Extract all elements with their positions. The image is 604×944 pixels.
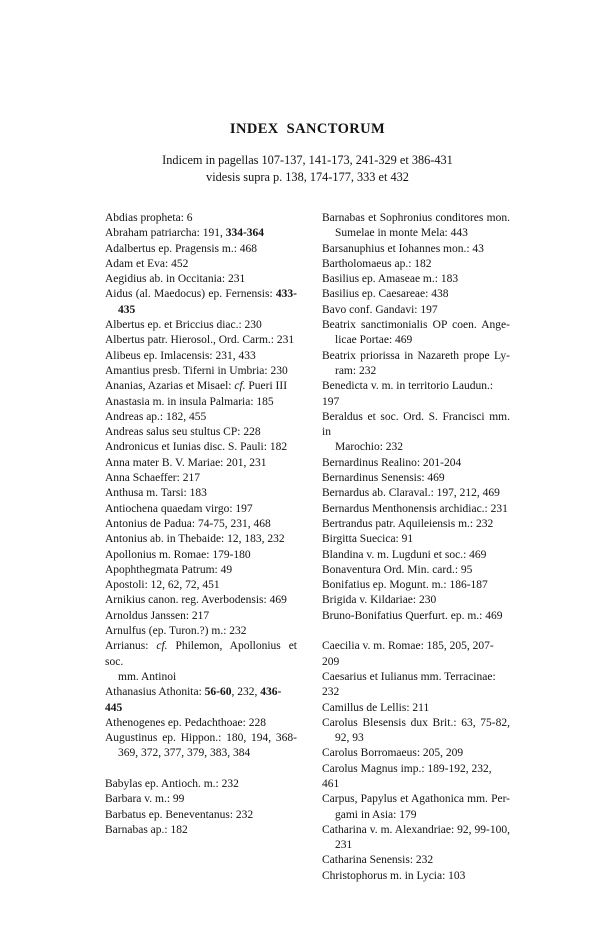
index-entry	[322, 318, 510, 349]
index-entry	[105, 685, 297, 716]
entry-text: Basilius ep. Caesareae: 438	[322, 288, 449, 301]
entry-text: Apophthegmata Patrum: 49	[105, 563, 233, 576]
index-entry	[322, 211, 510, 242]
entry-text: Barbara v. m.: 99	[105, 793, 185, 806]
entry-text: Bavo conf. Gandavi: 197	[322, 303, 438, 316]
entry-text: Marochio: 232	[335, 441, 404, 454]
entry-line	[322, 578, 510, 593]
entry-line	[322, 517, 510, 532]
entry-line	[105, 746, 297, 761]
index-entry	[322, 349, 510, 380]
index-entry	[322, 762, 510, 793]
index-entry	[105, 410, 297, 425]
entry-line	[322, 762, 510, 793]
entry-text: Carolus Borromaeus: 205, 209	[322, 747, 464, 760]
entry-text: 334-364	[225, 227, 265, 240]
entry-text: Amantius presb. Tiferni in Umbria: 230	[105, 364, 288, 377]
entry-text: Anthusa m. Tarsi: 183	[105, 487, 207, 500]
entry-text: Bruno-Bonifatius Querfurt. ep. m.: 469	[322, 609, 503, 622]
index-entry	[105, 517, 297, 532]
entry-text: licae Portae: 469	[335, 334, 413, 347]
entry-text: Athenogenes ep. Pedachthoae: 228	[105, 716, 266, 729]
entry-line	[105, 410, 297, 425]
entry-text: Albertus ep. et Briccius diac.: 230	[105, 319, 262, 332]
entry-text: Bernardinus Realino: 201-204	[322, 456, 462, 469]
entry-text: Andronicus et Iunias disc. S. Pauli: 182	[105, 441, 288, 454]
entry-text: Arnoldus Janssen: 217	[105, 609, 210, 622]
entry-text: Anastasia m. in insula Palmaria: 185	[105, 395, 274, 408]
entry-line	[105, 272, 297, 287]
index-entry	[105, 639, 297, 685]
entry-text: Beraldus et soc. Ord. S. Francisci mm. in	[322, 410, 510, 439]
entry-line	[105, 685, 297, 716]
entry-line	[322, 349, 510, 364]
entry-text: ram: 232	[335, 364, 377, 377]
entry-text: Arnikius canon. reg. Averbodensis: 469	[105, 594, 287, 607]
entry-text: , 232,	[231, 686, 261, 699]
entry-text: Bernardus Menthonensis archidiac.: 231	[322, 502, 508, 515]
entry-text: Apollonius m. Romae: 179-180	[105, 548, 251, 561]
entry-text: Pueri III	[245, 380, 288, 393]
index-entry	[105, 624, 297, 639]
index-column-right	[322, 211, 510, 884]
entry-text: 433-	[275, 288, 297, 301]
entry-line	[105, 563, 297, 578]
entry-line	[105, 303, 297, 318]
index-column-left	[105, 211, 297, 884]
entry-line	[322, 303, 510, 318]
entry-text: Camillus de Lellis: 211	[322, 701, 430, 714]
entry-line	[105, 517, 297, 532]
index-entry	[105, 823, 297, 838]
index-entry	[322, 532, 510, 547]
entry-line	[322, 486, 510, 501]
entry-text: Beatrix sanctimonialis OP coen. Ange-	[322, 319, 510, 332]
index-entry	[322, 853, 510, 868]
entry-line	[322, 272, 510, 287]
entry-line	[322, 410, 510, 441]
entry-line	[105, 242, 297, 257]
index-entry	[105, 471, 297, 486]
entry-text: Apostoli: 12, 62, 72, 451	[105, 579, 220, 592]
index-entry	[322, 639, 510, 670]
entry-text: Abraham patriarcha: 191,	[105, 227, 226, 240]
index-entry	[105, 808, 297, 823]
entry-line	[105, 593, 297, 608]
entry-line	[322, 257, 510, 272]
entry-text: mm. Antinoi	[118, 670, 177, 683]
entry-line	[105, 624, 297, 639]
index-entry	[105, 211, 297, 226]
entry-text: Benedicta v. m. in territorio Laudun.: 197	[322, 380, 494, 408]
entry-text: Bonifatius ep. Mogunt. m.: 186-187	[322, 579, 488, 592]
entry-line	[322, 792, 510, 807]
index-entry	[105, 425, 297, 440]
index-entry	[105, 318, 297, 333]
entry-line	[322, 823, 510, 838]
entry-line	[322, 701, 510, 716]
entry-line	[322, 639, 510, 670]
entry-text: Bernardus ab. Claraval.: 197, 212, 469	[322, 487, 500, 500]
page-title: INDEX SANCTORUM	[229, 121, 386, 137]
index-entry	[105, 716, 297, 731]
entry-text: Blandina v. m. Lugduni et soc.: 469	[322, 548, 487, 561]
entry-text: Barnabas ap.: 182	[105, 823, 188, 836]
index-entry	[322, 303, 510, 318]
entry-text: Catharina v. m. Alexandriae: 92, 99-100,	[322, 823, 510, 836]
entry-line	[322, 333, 510, 348]
entry-text: Antiochena quaedam virgo: 197	[105, 502, 253, 515]
entry-line	[322, 563, 510, 578]
entry-text: cf.	[234, 380, 246, 393]
index-entry	[322, 548, 510, 563]
entry-line	[322, 716, 510, 731]
index-columns	[105, 211, 510, 884]
entry-line	[105, 548, 297, 563]
entry-text: Anna Schaeffer: 217	[105, 472, 200, 485]
index-range-note-line2: videsis supra p. 138, 174-177, 333 et 432	[206, 170, 409, 185]
entry-text: Bonaventura Ord. Min. card.: 95	[322, 563, 473, 576]
entry-text: Beatrix priorissa in Nazareth prope Ly-	[322, 349, 510, 362]
entry-line	[322, 853, 510, 868]
entry-line	[105, 440, 297, 455]
index-range-note	[50, 152, 565, 186]
entry-text: Andreas salus seu stultus CP: 228	[105, 426, 261, 439]
entry-text: Adalbertus ep. Pragensis m.: 468	[105, 242, 258, 255]
entry-text: Antonius de Padua: 74-75, 231, 468	[105, 517, 271, 530]
entry-line	[105, 777, 297, 792]
index-entry	[105, 502, 297, 517]
entry-text: Anna mater B. V. Mariae: 201, 231	[105, 456, 267, 469]
index-entry	[105, 456, 297, 471]
entry-text: Catharina Senensis: 232	[322, 854, 434, 867]
index-entry	[105, 486, 297, 501]
entry-text: Andreas ap.: 182, 455	[105, 410, 207, 423]
entry-text: 436-445	[105, 686, 282, 714]
entry-line	[105, 670, 297, 685]
entry-line	[105, 808, 297, 823]
entry-line	[322, 808, 510, 823]
index-entry	[105, 609, 297, 624]
index-entry	[322, 593, 510, 608]
entry-line	[105, 257, 297, 272]
index-entry	[322, 746, 510, 761]
entry-line	[105, 471, 297, 486]
entry-line	[322, 318, 510, 333]
entry-line	[105, 349, 297, 364]
entry-line	[105, 731, 297, 746]
index-entry	[322, 410, 510, 456]
index-entry	[322, 578, 510, 593]
entry-line	[105, 211, 297, 226]
entry-text: Birgitta Suecica: 91	[322, 533, 414, 546]
entry-line	[105, 287, 297, 302]
index-entry	[322, 670, 510, 701]
entry-line	[105, 609, 297, 624]
entry-text: Athanasius Athonita:	[105, 686, 205, 699]
index-entry	[105, 563, 297, 578]
index-entry	[322, 609, 510, 624]
index-entry	[105, 593, 297, 608]
index-entry	[322, 456, 510, 471]
entry-line	[105, 823, 297, 838]
entry-text: Barsanuphius et Iohannes mon.: 43	[322, 242, 484, 255]
index-entry	[105, 548, 297, 563]
entry-text: Babylas ep. Antioch. m.: 232	[105, 777, 239, 790]
index-entry	[105, 287, 297, 318]
entry-line	[322, 242, 510, 257]
entry-line	[322, 502, 510, 517]
entry-line	[105, 532, 297, 547]
entry-text: Adam et Eva: 452	[105, 257, 189, 270]
entry-text: Bertrandus patr. Aquileiensis m.: 232	[322, 517, 494, 530]
entry-line	[322, 548, 510, 563]
entry-line	[105, 792, 297, 807]
index-entry	[322, 716, 510, 747]
index-entry	[322, 272, 510, 287]
entry-line	[105, 379, 297, 394]
entry-text: Aegidius ab. in Occitania: 231	[105, 273, 246, 286]
entry-text: 92, 93	[335, 732, 364, 745]
entry-line	[105, 486, 297, 501]
entry-line	[322, 838, 510, 853]
entry-text: Christophorus m. in Lycia: 103	[322, 869, 466, 882]
index-entry	[322, 287, 510, 302]
index-entry	[105, 257, 297, 272]
entry-text: Bartholomaeus ap.: 182	[322, 257, 432, 270]
index-entry	[105, 364, 297, 379]
index-entry	[105, 578, 297, 593]
index-entry	[322, 257, 510, 272]
entry-line	[105, 226, 297, 241]
entry-line	[105, 333, 297, 348]
entry-line	[105, 395, 297, 410]
entry-line	[105, 578, 297, 593]
entry-text: Arnulfus (ep. Turon.?) m.: 232	[105, 625, 247, 638]
entry-line	[322, 609, 510, 624]
index-entry	[322, 563, 510, 578]
index-entry	[105, 333, 297, 348]
entry-text: Ananias, Azarias et Misael:	[105, 380, 235, 393]
index-entry	[322, 379, 510, 410]
index-entry	[105, 242, 297, 257]
entry-text: Basilius ep. Amaseae m.: 183	[322, 273, 459, 286]
entry-text: Carolus Blesensis dux Brit.: 63, 75-82,	[322, 716, 510, 729]
entry-text: Brigida v. Kildariae: 230	[322, 594, 437, 607]
index-entry	[105, 349, 297, 364]
entry-text: 231	[335, 839, 353, 852]
entry-line	[105, 364, 297, 379]
entry-text: Philemon, Apollonius et soc.	[105, 640, 297, 668]
entry-text: Bernardinus Senensis: 469	[322, 472, 445, 485]
entry-line	[322, 287, 510, 302]
entry-text: 369, 372, 377, 379, 383, 384	[118, 747, 251, 760]
entry-text: Antonius ab. in Thebaide: 12, 183, 232	[105, 533, 285, 546]
entry-line	[322, 532, 510, 547]
entry-text: Arrianus:	[105, 640, 157, 653]
entry-line	[105, 502, 297, 517]
index-entry	[322, 823, 510, 854]
entry-text: 435	[118, 303, 136, 316]
entry-text: Barnabas et Sophronius conditores mon.	[322, 212, 510, 224]
entry-text: Caesarius et Iulianus mm. Terracinae: 232	[322, 670, 496, 699]
entry-text: gami in Asia: 179	[335, 808, 417, 821]
entry-line	[322, 593, 510, 608]
entry-text: Barbatus ep. Beneventanus: 232	[105, 808, 254, 821]
index-entry	[322, 869, 510, 884]
index-entry	[322, 486, 510, 501]
entry-line	[322, 226, 510, 241]
index-entry	[105, 731, 297, 762]
entry-text: Carpus, Papylus et Agathonica mm. Per-	[322, 793, 510, 806]
index-entry	[105, 379, 297, 394]
entry-line	[322, 364, 510, 379]
entry-text: Augustinus ep. Hippon.: 180, 194, 368-	[105, 732, 297, 745]
entry-line	[322, 670, 510, 701]
entry-line	[322, 456, 510, 471]
entry-line	[105, 425, 297, 440]
entry-text: 56-60	[204, 686, 232, 699]
index-entry	[105, 395, 297, 410]
index-entry	[105, 440, 297, 455]
index-entry	[322, 502, 510, 517]
index-entry	[322, 242, 510, 257]
entry-text: Caecilia v. m. Romae: 185, 205, 207-209	[322, 640, 494, 668]
index-entry	[322, 471, 510, 486]
entry-line	[105, 639, 297, 670]
entry-line	[105, 456, 297, 471]
index-entry	[105, 792, 297, 807]
index-entry	[322, 517, 510, 532]
entry-line	[105, 716, 297, 731]
index-entry	[322, 701, 510, 716]
index-entry	[105, 532, 297, 547]
entry-line	[105, 318, 297, 333]
entry-line	[322, 731, 510, 746]
entry-line	[322, 211, 510, 226]
index-entry	[322, 792, 510, 823]
index-range-note-line1: Indicem in pagellas 107-137, 141-173, 241-329 et 386-431	[162, 153, 453, 167]
entry-line	[322, 471, 510, 486]
entry-text: Abdias propheta: 6	[105, 212, 193, 224]
entry-line	[322, 869, 510, 884]
index-entry	[105, 777, 297, 792]
entry-text: Sumelae in monte Mela: 443	[335, 227, 468, 240]
index-entry	[105, 272, 297, 287]
entry-line	[322, 440, 510, 455]
entry-text: Alibeus ep. Imlacensis: 231, 433	[105, 349, 256, 362]
entry-text: Aidus (al. Maedocus) ep. Fernensis:	[105, 288, 276, 301]
entry-text: cf.	[156, 640, 168, 653]
entry-line	[322, 746, 510, 761]
index-entry	[105, 226, 297, 241]
entry-line	[322, 379, 510, 410]
entry-text: Albertus patr. Hierosol., Ord. Carm.: 231	[105, 334, 295, 347]
entry-text: Carolus Magnus imp.: 189-192, 232, 461	[322, 762, 492, 790]
